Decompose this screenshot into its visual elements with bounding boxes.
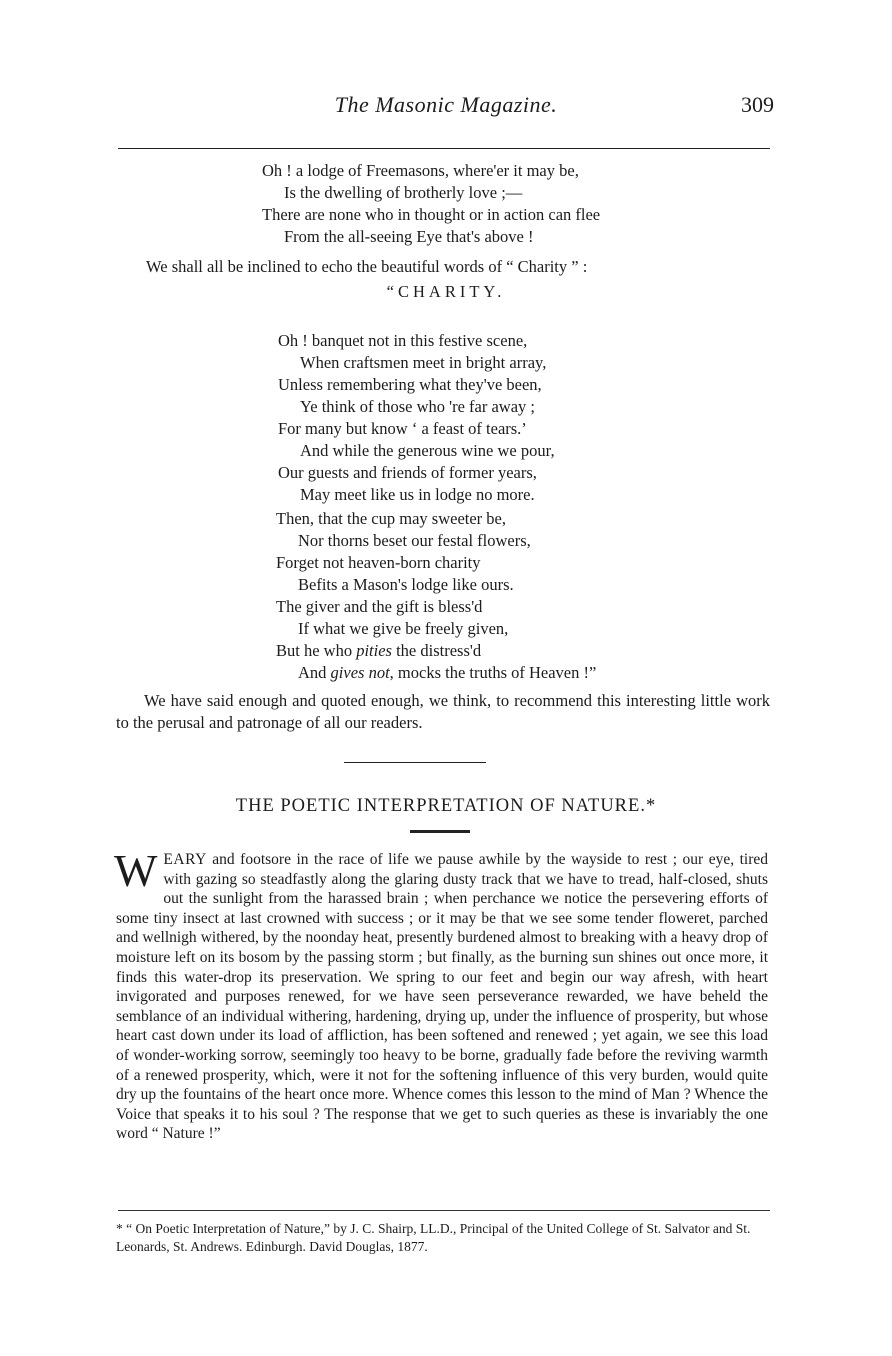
verse-line — [276, 662, 596, 684]
heading-ornament — [410, 830, 470, 833]
verse-line: Our guests and friends of former years, — [278, 463, 537, 482]
verse-line: And while the generous wine we pour, — [300, 441, 555, 460]
charity-stanza-1 — [278, 330, 555, 506]
closing-paragraph: We have said enough and quoted enough, we think, to recommend this interesting little work to the perusal and patronage of all our readers. — [116, 691, 770, 732]
verse-emphasis: gives not — [330, 663, 390, 682]
verse-line: The giver and the gift is bless'd — [276, 597, 483, 616]
article-text: and footsore in the race of life we pause awhile by the wayside to rest ; our eye, tired with gazing so steadfastly along the glaring dusty track that we have to tread, half-closed, shuts out the sunlight from the harassed brain ; when perchance we notice the persevering efforts of some tiny insect at last crowned with success ; or it may be that we see some tender floweret, parched and wellnigh withered, by the noonday heat, presently burdened almost to breaking with a heavy drop of moisture left on its bosom by the passing storm ; but finally, as the burning sun shines out once more, it finds this water-drop its preservation. We spring to our feet and begin our way afresh, with heart invigorated and purposes renewed, for we have seen perseverance rewarded, we have beheld the semblance of an individual withering, hardening, drying up, under the influence of prosperity, but whose heart cast down under its load of affliction, has been softened and renewed ; yet again, we see this load of wonder-working sorrow, seemingly too heavy to be borne, gradually fade before the reviving warmth of a renewed prosperity, which, were it not for the softening influence of this very burden, would quite dry up the fountains of the heart once more. Whence comes this lesson to the mind of Man ? Whence the Voice that speaks it to his soul ? The response that we get to such queries as these is invariably the one word “ Nature !” — [116, 851, 768, 1143]
section-divider — [344, 762, 486, 763]
verse-line: There are none who in thought or in action can flee — [262, 205, 601, 224]
page-number: 309 — [741, 92, 774, 117]
charity-stanza-2 — [276, 508, 596, 684]
verse-line: Then, that the cup may sweeter be, — [276, 509, 506, 528]
verse-line: For many but know ‘ a feast of tears.’ — [278, 419, 527, 438]
verse-line: May meet like us in lodge no more. — [300, 485, 535, 504]
verse-line: Befits a Mason's lodge like ours. — [298, 575, 514, 594]
verse-line: Nor thorns beset our festal flowers, — [298, 531, 531, 550]
verse-line: Oh ! a lodge of Freemasons, where'er it may be, — [262, 161, 579, 180]
article-body — [114, 845, 768, 1144]
verse-text: the distress'd — [391, 641, 482, 660]
verse-text: , mocks the truths of Heaven !” — [389, 663, 597, 682]
footnote: * “ On Poetic Interpretation of Nature,” by J. C. Shairp, LL.D., Principal of the United College of St. Salvator and St. Leonards, St. Andrews. Edinburgh. David Douglas, 1877. — [116, 1221, 751, 1254]
verse-line — [276, 640, 596, 662]
article-heading: THE POETIC INTERPRETATION OF NATURE.* — [235, 796, 657, 816]
verse-line: Oh ! banquet not in this festive scene, — [278, 331, 528, 350]
first-word: EARY — [163, 851, 207, 868]
verse-text: But he who — [276, 641, 357, 660]
header-rule — [118, 148, 770, 149]
verse-line: When craftsmen meet in bright array, — [300, 353, 547, 372]
echo-sentence: We shall all be inclined to echo the beautiful words of “ Charity ” : — [146, 257, 588, 276]
poem-title: “CHARITY. — [386, 282, 506, 301]
verse-text: And — [298, 663, 331, 682]
verse-line: Is the dwelling of brotherly love ;— — [284, 183, 523, 202]
verse-line: From the all-seeing Eye that's above ! — [284, 227, 534, 246]
verse-line: Forget not heaven-born charity — [276, 553, 481, 572]
verse-line: Ye think of those who 're far away ; — [300, 397, 535, 416]
verse-emphasis: pities — [356, 641, 392, 660]
running-title: The Masonic Magazine. — [334, 92, 558, 117]
verse-line: Unless remembering what they've been, — [278, 375, 542, 394]
footnote-rule — [118, 1210, 770, 1211]
verse-line: If what we give be freely given, — [298, 619, 509, 638]
intro-stanza — [262, 160, 600, 248]
drop-cap: W — [114, 845, 158, 896]
